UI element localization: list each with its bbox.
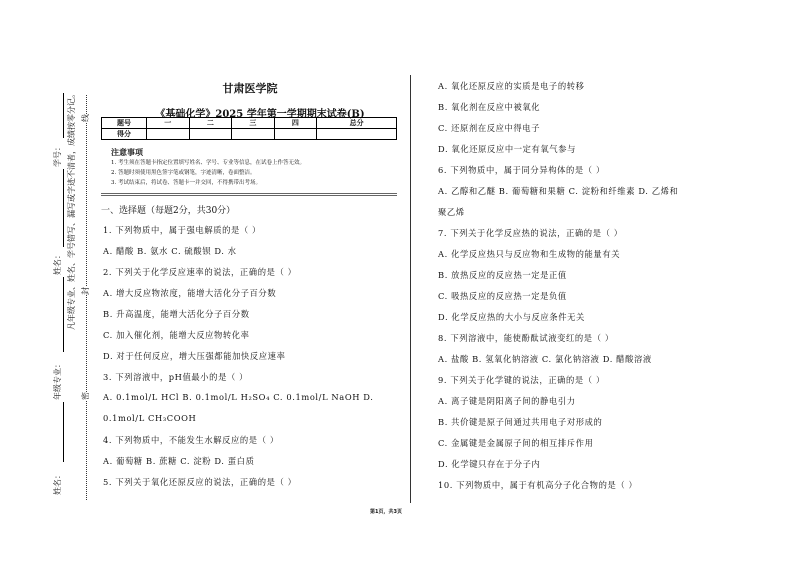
school-name: 甘肃医学院 — [222, 82, 278, 95]
question-line: B. 氧化剂在反应中被氧化 — [438, 102, 541, 112]
grade-major-label: 年级专业： — [53, 360, 62, 400]
double-rule — [101, 193, 397, 196]
notes-heading: 注意事项 — [111, 148, 143, 157]
question-stem: 0.1mol/L CH₃COOH — [103, 413, 197, 423]
score-table — [101, 117, 397, 140]
score-cell — [189, 129, 232, 140]
question-stem: 5. 下列关于氧化还原反应的说法，正确的是（ ） — [103, 477, 297, 487]
student-id-label: 学号： — [53, 143, 62, 167]
table-header-cell: 三 — [232, 118, 275, 129]
question-line: C. 吸热反应的反应热一定是负值 — [438, 291, 567, 301]
binding-margin — [30, 80, 90, 500]
question-line: A. 醋酸 B. 氨水 C. 硫酸钡 D. 水 — [103, 246, 237, 256]
question-line: 聚乙烯 — [438, 207, 465, 217]
note-item: 3. 考试结束后，将试卷、答题卡一并交回，不得携带出考场。 — [111, 180, 261, 186]
table-header-cell: 二 — [189, 118, 232, 129]
column-divider — [410, 75, 411, 503]
question-line: A. 0.1mol/L HCl B. 0.1mol/L H₂SO₄ C. 0.1mol/L NaOH D. — [103, 392, 374, 402]
question-line: D. 化学反应热的大小与反应条件无关 — [438, 312, 585, 322]
section-heading: 一、选择题（每题2分，共30分） — [101, 206, 236, 216]
question-line: B. 升高温度，能增大活化分子百分数 — [103, 309, 250, 319]
fill-line — [63, 402, 64, 462]
sidebar-warning: 凡年级专业、姓名、学号错写、漏写或字迹不清者，成绩按零分记。 — [67, 90, 76, 330]
question-line: D. 化学键只存在于分子内 — [438, 459, 541, 469]
seal-char: 密 — [81, 392, 90, 400]
question-stem: 8. 下列溶液中，能使酚酞试液变红的是（ ） — [438, 333, 614, 343]
name-label-bottom: 姓名： — [53, 471, 62, 495]
note-item: 2. 答题时须使用黑色签字笔或钢笔，字迹清晰，卷面整洁。 — [111, 170, 256, 176]
question-stem: 9. 下列关于化学键的说法，正确的是（ ） — [438, 375, 605, 385]
table-header-cell: 总分 — [317, 118, 397, 129]
question-line: B. 放热反应的反应热一定是正值 — [438, 270, 567, 280]
question-stem: 6. 下列物质中，属于同分异构体的是（ ） — [438, 165, 605, 175]
question-line: A. 盐酸 B. 氢氧化钠溶液 C. 氯化钠溶液 D. 醋酸溶液 — [438, 354, 652, 364]
question-stem: 4. 下列物质中，不能发生水解反应的是（ ） — [103, 435, 279, 445]
table-header-cell: 题号 — [102, 118, 147, 129]
table-header-cell: 四 — [274, 118, 317, 129]
score-cell — [147, 129, 190, 140]
question-line: A. 乙醇和乙醚 B. 葡萄糖和果糖 C. 淀粉和纤维素 D. 乙烯和 — [438, 186, 679, 196]
score-cell — [317, 129, 397, 140]
seal-dotted-line — [86, 95, 87, 500]
name-label: 姓名： — [53, 251, 62, 275]
question-line: C. 还原剂在反应中得电子 — [438, 123, 541, 133]
question-stem: 1. 下列物质中，属于强电解质的是（ ） — [103, 225, 261, 235]
score-row-label: 得分 — [102, 129, 147, 140]
question-stem: 10. 下列物质中，属于有机高分子化合物的是（ ） — [438, 480, 638, 490]
question-line: D. 氧化还原反应中一定有氧气参与 — [438, 144, 576, 154]
fill-line — [63, 169, 64, 247]
exam-title: 《基础化学》2025 学年第一学期期末试卷(B) — [155, 109, 365, 120]
question-line: A. 葡萄糖 B. 蔗糖 C. 淀粉 D. 蛋白质 — [103, 456, 255, 466]
question-line: B. 共价键是原子间通过共用电子对形成的 — [438, 417, 603, 427]
score-cell — [274, 129, 317, 140]
question-stem: 3. 下列溶液中，pH值最小的是（ ） — [103, 372, 248, 382]
seal-char: 封 — [81, 287, 90, 295]
note-item: 1. 考生须在答题卡指定位置填写姓名、学号、专业等信息，在试卷上作答无效。 — [111, 160, 305, 166]
question-stem: 2. 下列关于化学反应速率的说法，正确的是（ ） — [103, 267, 297, 277]
fill-line — [63, 93, 64, 138]
question-line: A. 氧化还原反应的实质是电子的转移 — [438, 81, 585, 91]
fill-line — [63, 277, 64, 352]
question-line: C. 加入催化剂，能增大反应物转化率 — [103, 330, 250, 340]
question-line: A. 增大反应物浓度，能增大活化分子百分数 — [103, 288, 277, 298]
question-stem: 7. 下列关于化学反应热的说法，正确的是（ ） — [438, 228, 623, 238]
page-number: 第1页，共3页 — [370, 509, 402, 515]
score-cell — [232, 129, 275, 140]
question-line: C. 金属键是金属原子间的相互排斥作用 — [438, 438, 594, 448]
question-line: D. 对于任何反应，增大压强都能加快反应速率 — [103, 351, 286, 361]
question-line: A. 离子键是阴阳离子间的静电引力 — [438, 396, 576, 406]
table-header-cell: 一 — [147, 118, 190, 129]
seal-char: 线 — [81, 114, 90, 122]
question-line: A. 化学反应热只与反应物和生成物的能量有关 — [438, 249, 621, 259]
